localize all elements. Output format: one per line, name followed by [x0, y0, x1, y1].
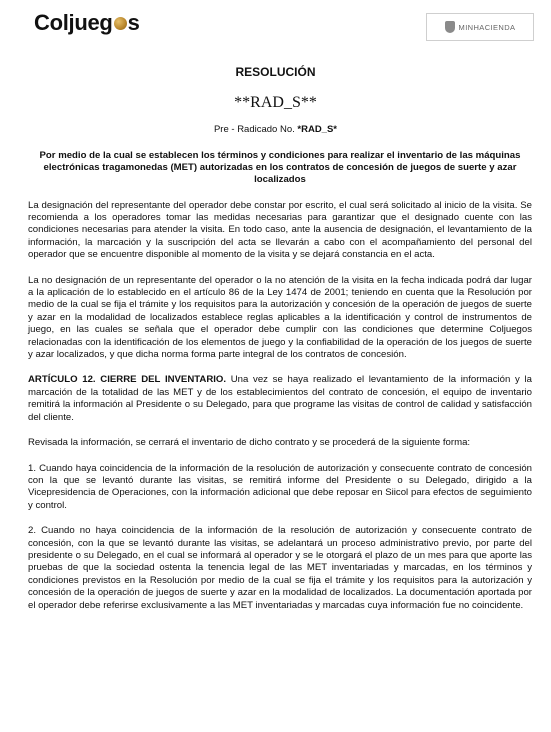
document-title: RESOLUCIÓN	[235, 65, 316, 79]
rad-number: **RAD_S**	[234, 94, 317, 111]
minhacienda-logo	[426, 13, 534, 41]
coat-of-arms-icon	[445, 21, 455, 33]
logo-text-end: s	[127, 10, 140, 35]
document-body	[28, 150, 532, 625]
list-item-1: 1. Cuando haya coincidencia de la información de la resolución de autorización y consecuente contrato de concesión con la que se levantó durante las visitas, se remitirá informe del Presidente o su Delegado, dirigido a la Vicepresidencia de Operaciones, con la información adicional que debe reposar en Siicol para efectos de seguimiento y control.	[28, 462, 532, 511]
list-item-2: 2. Cuando no haya coincidencia de la información de la resolución de autorización y consecuente contrato de concesión, con la que se levantó durante las visitas, se adelantará un proceso administrativo previo, por parte del presidente o su Delegado, en el cual se informará al operador y se le otorgará el plazo de un mes para que aporte las pruebas de que la sociedad ostenta la tenencia legal de las MET inventariadas y marcadas, en los términos y condiciones previstos en la Resolución por medio de la cual se fija el trámite y los requisitos para la autorización y concesión de la operación de juegos de suerte y azar en la modalidad de localizados. La documentación aportada por el operador debe referirse exclusivamente a las MET inventariadas y marcadas cuya información fue no coincidente.	[28, 525, 532, 611]
coljuegos-logo	[34, 10, 140, 36]
pre-radicado	[0, 124, 551, 135]
page-header	[0, 0, 551, 52]
minhacienda-text: MINHACIENDA	[458, 22, 516, 32]
article-12-heading: ARTÍCULO 12. CIERRE DEL INVENTARIO.	[28, 374, 227, 386]
article-12-text: Una vez se haya realizado el levantamiento de la información y la marcación de la totalidad de las MET y de los establecimientos del contrato de concesión, el equipo de inventario remitirá la información al Presidente o su Delegado, para que programe las visitas de control de calidad y satisfacción del cliente.	[28, 374, 532, 423]
coin-icon	[114, 17, 127, 30]
logo-text-start: Coljueg	[34, 10, 113, 35]
paragraph-review: Revisada la información, se cerrará el inventario de dicho contrato y se procederá de la siguiente forma:	[28, 437, 471, 449]
paragraph-non-designation: La no designación de un representante del operador o la no atención de la visita en la fecha indicada podrá dar lugar a la aplicación de lo establecido en el artículo 86 de la Ley 1474 de 2001; teniendo en cuenta que la Resolución por medio de la cual se fija el trámite y los requisitos para la autorización y concesión de la operación de juegos de suerte y azar en la modalidad de localizados establece reglas aplicables a la identificación y control de instrumentos de juego, en las cuales se señala que el operador debe cumplir con las condiciones que determine Coljuegos relacionadas con la identificación de los elementos de juego y la confiabilidad de la operación de los juegos de suerte y azar localizados, y que dicha norma forma parte integral de los contratos de concesión.	[28, 274, 532, 361]
pre-radicado-value: *RAD_S*	[297, 124, 338, 135]
article-12	[28, 374, 532, 424]
resolution-subject: Por medio de la cual se establecen los términos y condiciones para realizar el inventario de las máquinas electrónicas tragamonedas (MET) autorizadas en los contratos de concesión de juegos de suerte y azar localizados	[39, 150, 521, 186]
pre-radicado-label: Pre - Radicado No.	[213, 124, 295, 135]
paragraph-designation: La designación del representante del operador debe constar por escrito, el cual será solicitado al inicio de la visita. Se recomienda a los operadores tomar las medidas necesarias para garantizar que el designado cuente con las condiciones necesarias para atender la visita. En todo caso, ante la ausencia de designación, el levantamiento de la información, la marcación y la suscripción del acta se llevarán a cabo con el acompañamiento del personal del operador que se encuentre disponible al momento de la visita y se dejará constancia en el acta.	[28, 199, 532, 261]
